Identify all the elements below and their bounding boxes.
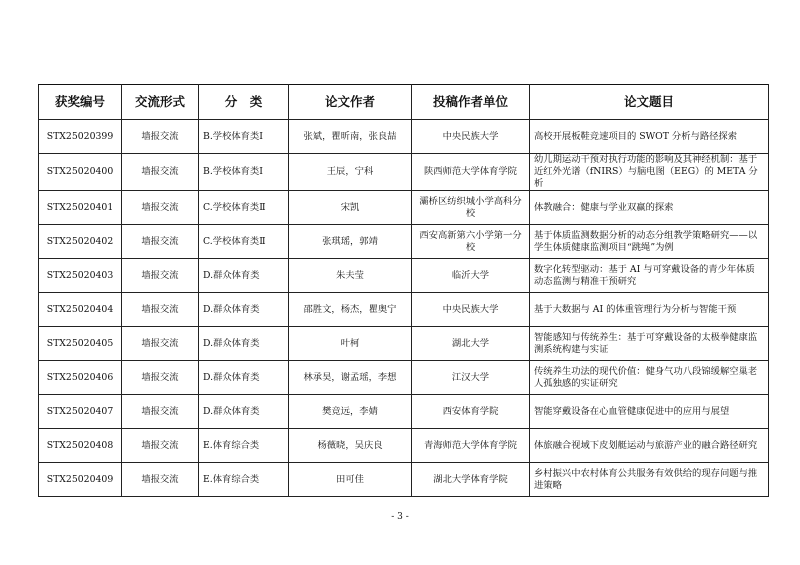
category-cell: E.体育综合类	[199, 429, 289, 463]
category-cell: D.群众体育类	[199, 293, 289, 327]
table-header	[39, 85, 769, 120]
table-row	[39, 463, 769, 497]
table-row	[39, 293, 769, 327]
exchange-form-cell: 墙报交流	[122, 463, 199, 497]
exchange-form-cell: 墙报交流	[122, 259, 199, 293]
header-category: 分 类	[199, 85, 289, 120]
authors-cell: 樊竞远，李婧	[289, 395, 412, 429]
table-row	[39, 395, 769, 429]
exchange-form-cell: 墙报交流	[122, 327, 199, 361]
table-row	[39, 259, 769, 293]
authors-cell: 田可佳	[289, 463, 412, 497]
affiliation-cell: 中央民族大学	[412, 293, 530, 327]
awards-table	[38, 84, 769, 497]
authors-cell: 宋凯	[289, 191, 412, 225]
page-number: - 3 -	[391, 512, 409, 522]
award-id-cell: STX25020409	[39, 463, 122, 497]
exchange-form-cell: 墙报交流	[122, 120, 199, 154]
exchange-form-cell: 墙报交流	[122, 429, 199, 463]
category-cell: D.群众体育类	[199, 259, 289, 293]
header-row	[39, 85, 769, 120]
affiliation-cell: 青海师范大学体育学院	[412, 429, 530, 463]
award-id-cell: STX25020408	[39, 429, 122, 463]
paper-title-cell: 基于体质监测数据分析的动态分组教学策略研究——以学生体质健康监测项目“跳绳”为例	[530, 225, 769, 259]
table-row	[39, 191, 769, 225]
paper-title-cell: 幼儿期运动干预对执行功能的影响及其神经机制：基于近红外光谱（fNIRS）与脑电图（EEG）的 META 分析	[530, 154, 769, 191]
authors-cell: 叶柯	[289, 327, 412, 361]
authors-cell: 杨薇晓，吴庆良	[289, 429, 412, 463]
paper-title-cell: 体旅融合视域下皮划艇运动与旅游产业的融合路径研究	[530, 429, 769, 463]
paper-title-cell: 基于大数据与 AI 的体重管理行为分析与智能干预	[530, 293, 769, 327]
category-cell: D.群众体育类	[199, 361, 289, 395]
paper-title-cell: 数字化转型驱动：基于 AI 与可穿戴设备的青少年体质动态监测与精准干预研究	[530, 259, 769, 293]
paper-title-cell: 体教融合：健康与学业双赢的探索	[530, 191, 769, 225]
award-id-cell: STX25020401	[39, 191, 122, 225]
award-id-cell: STX25020405	[39, 327, 122, 361]
award-id-cell: STX25020403	[39, 259, 122, 293]
award-id-cell: STX25020406	[39, 361, 122, 395]
exchange-form-cell: 墙报交流	[122, 293, 199, 327]
authors-cell: 张斌，瞿昕南，张良喆	[289, 120, 412, 154]
affiliation-cell: 湖北大学	[412, 327, 530, 361]
award-id-cell: STX25020404	[39, 293, 122, 327]
table-row	[39, 327, 769, 361]
paper-title-cell: 高校开展板鞋竞速项目的 SWOT 分析与路径探索	[530, 120, 769, 154]
exchange-form-cell: 墙报交流	[122, 154, 199, 191]
header-affiliation: 投稿作者单位	[412, 85, 530, 120]
affiliation-cell: 西安高新第六小学第一分校	[412, 225, 530, 259]
authors-cell: 张琪瑶，郭靖	[289, 225, 412, 259]
header-authors: 论文作者	[289, 85, 412, 120]
affiliation-cell: 江汉大学	[412, 361, 530, 395]
table-body	[39, 120, 769, 497]
authors-cell: 邵胜文，杨杰，瞿奥宁	[289, 293, 412, 327]
table-row	[39, 154, 769, 191]
table-row	[39, 120, 769, 154]
table-row	[39, 225, 769, 259]
exchange-form-cell: 墙报交流	[122, 191, 199, 225]
award-id-cell: STX25020407	[39, 395, 122, 429]
paper-title-cell: 乡村振兴中农村体育公共服务有效供给的现存问题与推进策略	[530, 463, 769, 497]
affiliation-cell: 陕西师范大学体育学院	[412, 154, 530, 191]
affiliation-cell: 西安体育学院	[412, 395, 530, 429]
award-id-cell: STX25020399	[39, 120, 122, 154]
paper-title-cell: 传统养生功法的现代价值：健身气功八段锦缓解空巢老人孤独感的实证研究	[530, 361, 769, 395]
affiliation-cell: 中央民族大学	[412, 120, 530, 154]
category-cell: B.学校体育类Ⅰ	[199, 154, 289, 191]
header-exchange-form: 交流形式	[122, 85, 199, 120]
category-cell: E.体育综合类	[199, 463, 289, 497]
authors-cell: 林承昊，谢孟瑶，李想	[289, 361, 412, 395]
header-award-id: 获奖编号	[39, 85, 122, 120]
category-cell: D.群众体育类	[199, 395, 289, 429]
exchange-form-cell: 墙报交流	[122, 395, 199, 429]
category-cell: D.群众体育类	[199, 327, 289, 361]
table-row	[39, 429, 769, 463]
affiliation-cell: 灞桥区纺织城小学高科分校	[412, 191, 530, 225]
header-paper-title: 论文题目	[530, 85, 769, 120]
award-id-cell: STX25020402	[39, 225, 122, 259]
affiliation-cell: 临沂大学	[412, 259, 530, 293]
exchange-form-cell: 墙报交流	[122, 361, 199, 395]
affiliation-cell: 湖北大学体育学院	[412, 463, 530, 497]
paper-title-cell: 智能穿戴设备在心血管健康促进中的应用与展望	[530, 395, 769, 429]
authors-cell: 朱夫莹	[289, 259, 412, 293]
category-cell: C.学校体育类Ⅱ	[199, 191, 289, 225]
category-cell: C.学校体育类Ⅱ	[199, 225, 289, 259]
category-cell: B.学校体育类Ⅰ	[199, 120, 289, 154]
award-id-cell: STX25020400	[39, 154, 122, 191]
table-row	[39, 361, 769, 395]
authors-cell: 王辰，宁科	[289, 154, 412, 191]
paper-title-cell: 智能感知与传统养生：基于可穿戴设备的太极拳健康监测系统构建与实证	[530, 327, 769, 361]
exchange-form-cell: 墙报交流	[122, 225, 199, 259]
